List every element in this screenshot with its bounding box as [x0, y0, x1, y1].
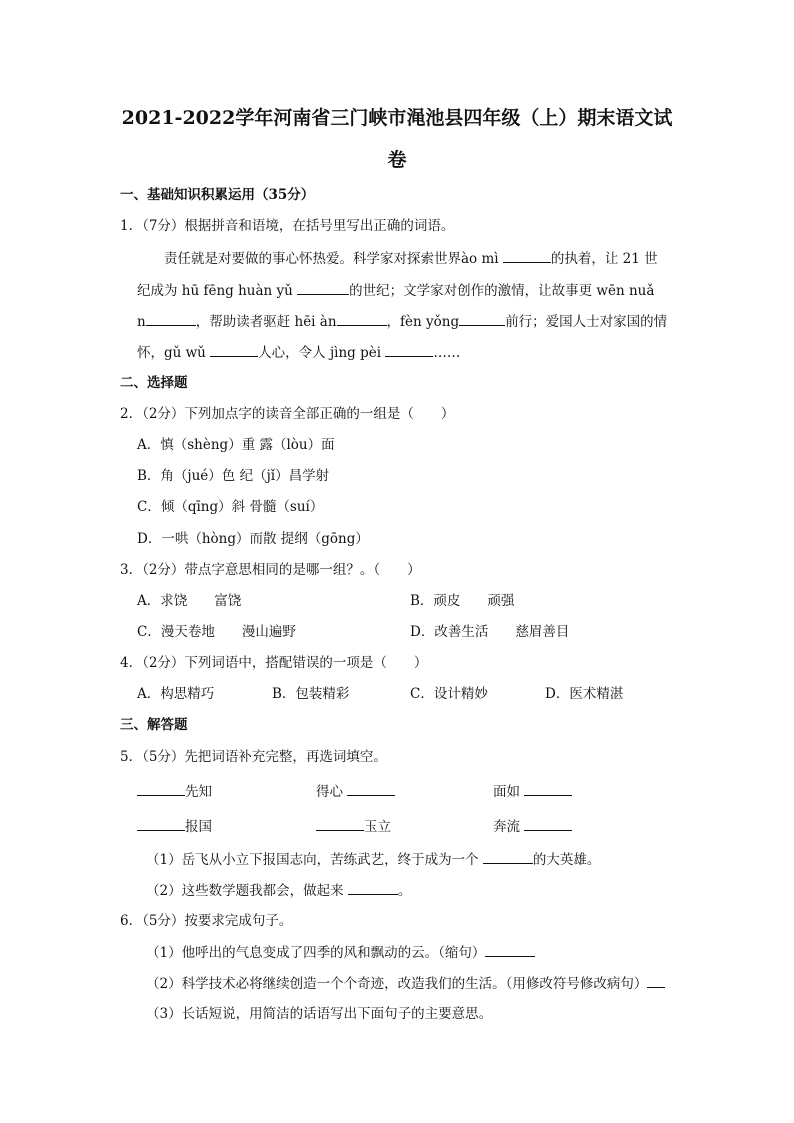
- q1-stem: 1．（7分）根据拼音和语境，在括号里写出正确的词语。: [120, 218, 455, 234]
- answer-blank[interactable]: [483, 850, 533, 864]
- q4-stem: 4．（2分）下列词语中，搭配错误的一项是（ ）: [120, 655, 428, 671]
- q5-word-4: 报国: [137, 817, 212, 836]
- q1-para-line1: 责任就是对要做的事心怀热爱。科学家对探索世界ào mì 的执着，让 21 世: [164, 251, 658, 267]
- q1-para-line2: 纪成为 hū fēng huàn yǔ 的世纪；文学家对创作的激情，让故事更 wēn nuǎ: [137, 283, 655, 299]
- q2-option-d[interactable]: D．一哄（hòng）而散 提纲（gōng）: [137, 531, 369, 547]
- q2-option-b[interactable]: B．角（jué）色 纪（jǐ）昌学射: [137, 468, 330, 484]
- answer-blank[interactable]: [137, 782, 185, 796]
- q3-option-a[interactable]: A．求饶 富饶: [137, 593, 242, 609]
- q5-word-6: 奔流: [493, 817, 572, 836]
- q4-option-b[interactable]: B．包装精彩: [272, 686, 350, 702]
- q5-word-2: 得心: [316, 782, 395, 801]
- q4-option-d[interactable]: D．医术精湛: [545, 686, 624, 702]
- answer-blank[interactable]: [524, 782, 572, 796]
- q3-option-b[interactable]: B．顽皮 顽强: [410, 593, 515, 609]
- answer-blank[interactable]: [337, 312, 387, 326]
- page-title-line1: 2021-2022学年河南省三门峡市渑池县四年级（上）期末语文试: [121, 107, 673, 129]
- q1-para-line4: 怀，gǔ wǔ 人心，令人 jìng pèi ……: [137, 345, 461, 361]
- answer-blank[interactable]: [503, 249, 551, 263]
- page-title-line2: 卷: [387, 149, 407, 171]
- answer-blank[interactable]: [385, 343, 433, 357]
- answer-blank[interactable]: [485, 943, 535, 957]
- q5-stem: 5．（5分）先把词语补充完整，再选词填空。: [120, 749, 387, 765]
- answer-blank[interactable]: [137, 817, 185, 831]
- answer-blank[interactable]: [297, 281, 349, 295]
- q4-option-a[interactable]: A．构思精巧: [137, 686, 215, 702]
- answer-blank[interactable]: [316, 817, 364, 831]
- q5-sentence-2: （2）这些数学题我都会，做起来 。: [146, 883, 412, 899]
- q3-option-d[interactable]: D．改善生活 慈眉善目: [410, 624, 570, 640]
- answer-blank[interactable]: [210, 343, 258, 357]
- q2-option-c[interactable]: C．倾（qīng）斜 骨髓（suí）: [137, 499, 324, 515]
- q4-option-c[interactable]: C．设计精妙: [410, 686, 488, 702]
- q3-option-c[interactable]: C．漫天卷地 漫山遍野: [137, 624, 296, 640]
- section2-heading: 二、选择题: [120, 375, 188, 391]
- answer-blank[interactable]: [647, 974, 665, 988]
- q6-stem: 6．（5分）按要求完成句子。: [120, 913, 293, 929]
- q5-sentence-1: （1）岳飞从小立下报国志向，苦练武艺，终于成为一个 的大英雄。: [146, 852, 601, 868]
- q5-word-1: 先知: [137, 782, 212, 801]
- q2-stem: 2．（2分）下列加点字的读音全部正确的一组是（ ）: [120, 406, 455, 422]
- answer-blank[interactable]: [459, 312, 505, 326]
- section3-heading: 三、解答题: [120, 717, 188, 733]
- q3-stem: 3．（2分）带点字意思相同的是哪一组？。（ ）: [120, 562, 421, 578]
- answer-blank[interactable]: [348, 881, 398, 895]
- section1-heading: 一、基础知识积累运用（35分）: [120, 187, 315, 203]
- q5-word-3: 面如: [493, 782, 572, 801]
- q5-word-5: 玉立: [316, 817, 391, 836]
- q6-item-3: （3）长话短说，用简洁的话语写出下面句子的主要意思。: [146, 1006, 493, 1022]
- q6-item-2: （2）科学技术必将继续创造一个个奇迹，改造我们的生活。（用修改符号修改病句）: [146, 974, 665, 993]
- answer-blank[interactable]: [146, 312, 196, 326]
- answer-blank[interactable]: [347, 782, 395, 796]
- q1-para-line3: n ，帮助读者驱赶 hēi àn ，fèn yǒng 前行；爱国人士对家国的情: [137, 314, 668, 330]
- answer-blank[interactable]: [524, 817, 572, 831]
- q6-item-1: （1）他呼出的气息变成了四季的风和飘动的云。（缩句）: [146, 943, 535, 962]
- q2-option-a[interactable]: A．慎（shèng）重 露（lòu）面: [137, 437, 335, 453]
